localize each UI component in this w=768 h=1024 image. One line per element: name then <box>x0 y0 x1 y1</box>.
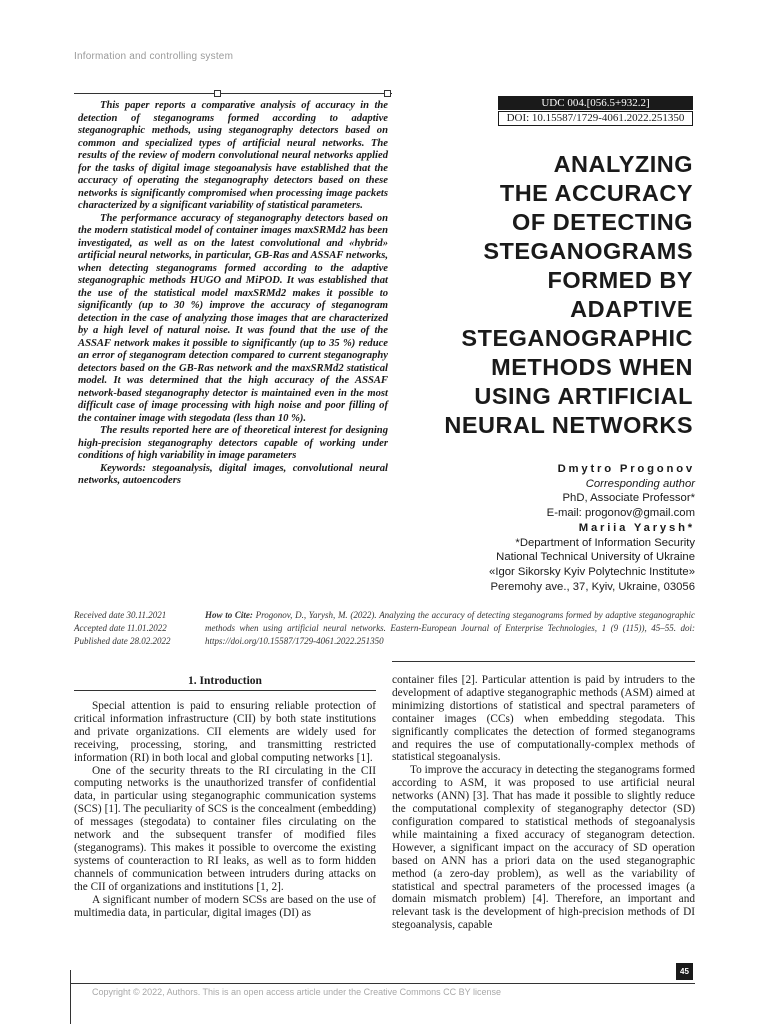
title-line: STEGANOGRAPHIC <box>461 325 693 351</box>
citation-label: How to Cite: <box>205 610 253 620</box>
footer-vertical-rule <box>70 970 71 1024</box>
right-column <box>392 674 695 932</box>
author-title: PhD, Associate Professor* <box>562 492 695 505</box>
author-name: Mariia Yarysh* <box>578 521 695 534</box>
affiliation-line: National Technical University of Ukraine <box>496 551 695 564</box>
title-line: ANALYZING <box>553 151 693 177</box>
article-title <box>410 150 693 440</box>
box-handle <box>384 90 391 97</box>
abstract-paragraph: This paper reports a comparative analysis of accuracy in the detection of steganograms formed according to adaptive steganographic methods, using steganography detectors based on common and specialized types of artificial neural networks. The results of the review of modern convolutional neural networks applied for the tasks of digital image stegoanalysis have established that the accuracy of operating the steganography detectors based on these networks is significantly compromised when processing image packets characterized by a significant variability of statistical parameters. <box>78 100 388 211</box>
doi-label: DOI: 10.15587/1729-4061.2022.251350 <box>498 111 693 126</box>
section-title: 1. Introduction <box>188 675 262 687</box>
body-paragraph: container files [2]. Particular attention is paid by intruders to the development of adaptive steganographic methods (ASM) aimed at minimizing distortions of statistical and spectral parameters of container images (CCs) when embedding stegodata. This significantly complicates the detection of formed steganograms and requires the use of computationally-complex methods of statistical stegoanalysis. <box>392 674 695 764</box>
title-line: OF DETECTING <box>512 209 693 235</box>
box-handle <box>214 90 221 97</box>
footer-divider <box>70 983 695 984</box>
citation-text: Progonov, D., Yarysh, M. (2022). Analyzing the accuracy of detecting steganograms formed by adaptive steganographic methods when using artificial neural networks. Eastern-European Journal of Enterprise Technologies, 1 (9 (115)), 45–55. doi: https://doi.org/10.15587/1729-4061.2022.251350 <box>205 610 696 646</box>
accepted-date: Accepted date 11.01.2022 <box>74 623 167 633</box>
author-block <box>410 462 695 594</box>
affiliation-line: Peremohy ave., 37, Kyiv, Ukraine, 03056 <box>490 580 695 593</box>
title-line: METHODS WHEN <box>491 354 693 380</box>
title-line: FORMED BY <box>547 267 693 293</box>
author-email[interactable]: E-mail: progonov@gmail.com <box>546 507 695 520</box>
abstract <box>78 100 388 488</box>
body-paragraph: One of the security threats to the RI circulating in the CII computing networks is the unauthorized transfer of confidential data, in particular using steganographic communication systems (SCS) [1]. The peculiarity of SCS is the concealment (embedding) of messages (stegodata) to container files circulating on the network and the subsequent transfer of modified files (steganograms). This makes it possible to overcome the existing systems of counteraction to RI leaks, as well as to form hidden channels of communication between intruders during attacks on the CII of organizations and institutions [1, 2]. <box>74 764 376 893</box>
udc-label: UDC 004.[056.5+932.2] <box>498 96 693 110</box>
title-line: STEGANOGRAMS <box>483 238 693 264</box>
copyright-notice: Copyright © 2022, Authors. This is an open access article under the Creative Commons CC BY license <box>92 987 501 997</box>
affiliation-line: «Igor Sikorsky Kyiv Polytechnic Institute» <box>489 565 695 578</box>
published-date: Published date 28.02.2022 <box>74 636 171 646</box>
affiliation-line: *Department of Information Security <box>515 536 695 549</box>
abstract-paragraph: The performance accuracy of steganography detectors based on the modern statistical model of container images maxSRMd2 has been investigated, as well as on the latest convolutional and «hybrid» artificial neural networks, in particular, GB-Ras and ASSAF networks, when detecting steganograms formed according to the adaptive steganographic methods HUGO and MiPOD. It was established that the use of the statistical model maxSRMd2 makes it possible to significantly (up to 30 %) improve the accuracy of steganogram detection in the case of analyzing those images that are characterized by a high level of natural noise. It was found that the use of the ASSAF network makes it possible to significantly (up to 35 %) reduce an error of steganogram detection compared to current steganography detectors based on the GB-Ras network and the maxSRMd2 statistical model. It was determined that the high accuracy of the ASSAF network-based steganography detector is maintained even in the most difficult case of image processing with high noise and poor filling of the container image with stegodata (less than 10 %). <box>78 212 388 424</box>
received-date: Received date 30.11.2021 <box>74 610 167 620</box>
body-paragraph: A significant number of modern SCSs are based on the use of multimedia data, in particular, digital images (DI) as <box>74 893 376 919</box>
running-head: Information and controlling system <box>74 51 234 62</box>
author-name: Dmytro Progonov <box>557 463 695 475</box>
citation <box>205 609 695 648</box>
keywords: Keywords: stegoanalysis, digital images, convolutional neural networks, autoencoders <box>78 462 388 486</box>
article-dates <box>74 609 194 648</box>
body-paragraph: To improve the accuracy in detecting the steganograms formed according to ASM, it was proposed to use artificial neural networks (ANN) [3]. That has made it possible to slightly reduce the computational complexity of steganography detector (SD) configuration compared to statistical methods of stegoanalysis while maintaining a fixed accuracy of steganogram detection. However, a significant impact on the accuracy of SD operation based on ANN has a priori data on the used steganographic method (a zero-day problem), as well as the variability of statistical and spectral parameters of the processed images (a domain mismatch problem) [4]. Therefore, an important and relevant task is the development of high-precision methods of DI stegoanalysis, capable <box>392 764 695 932</box>
abstract-box <box>74 93 392 584</box>
divider <box>392 661 695 662</box>
left-column <box>74 700 376 919</box>
author-role: Corresponding author <box>585 477 695 490</box>
title-line: NEURAL NETWORKS <box>444 412 693 438</box>
page-number: 45 <box>676 963 693 980</box>
section-divider <box>74 690 376 691</box>
abstract-paragraph: The results reported here are of theoretical interest for designing high-precision steganography detectors capable of working under conditions of high variability in image parameters <box>78 425 388 461</box>
title-line: ADAPTIVE <box>570 296 693 322</box>
body-paragraph: Special attention is paid to ensuring reliable protection of critical information infrastructure (CII) by both state institutions and private organizations. CII elements are widely used for receiving, processing, storing, and transmitting restricted information (RI) in both local and global computing networks [1]. <box>74 700 376 764</box>
title-line: THE ACCURACY <box>499 180 693 206</box>
title-line: USING ARTIFICIAL <box>474 383 693 409</box>
